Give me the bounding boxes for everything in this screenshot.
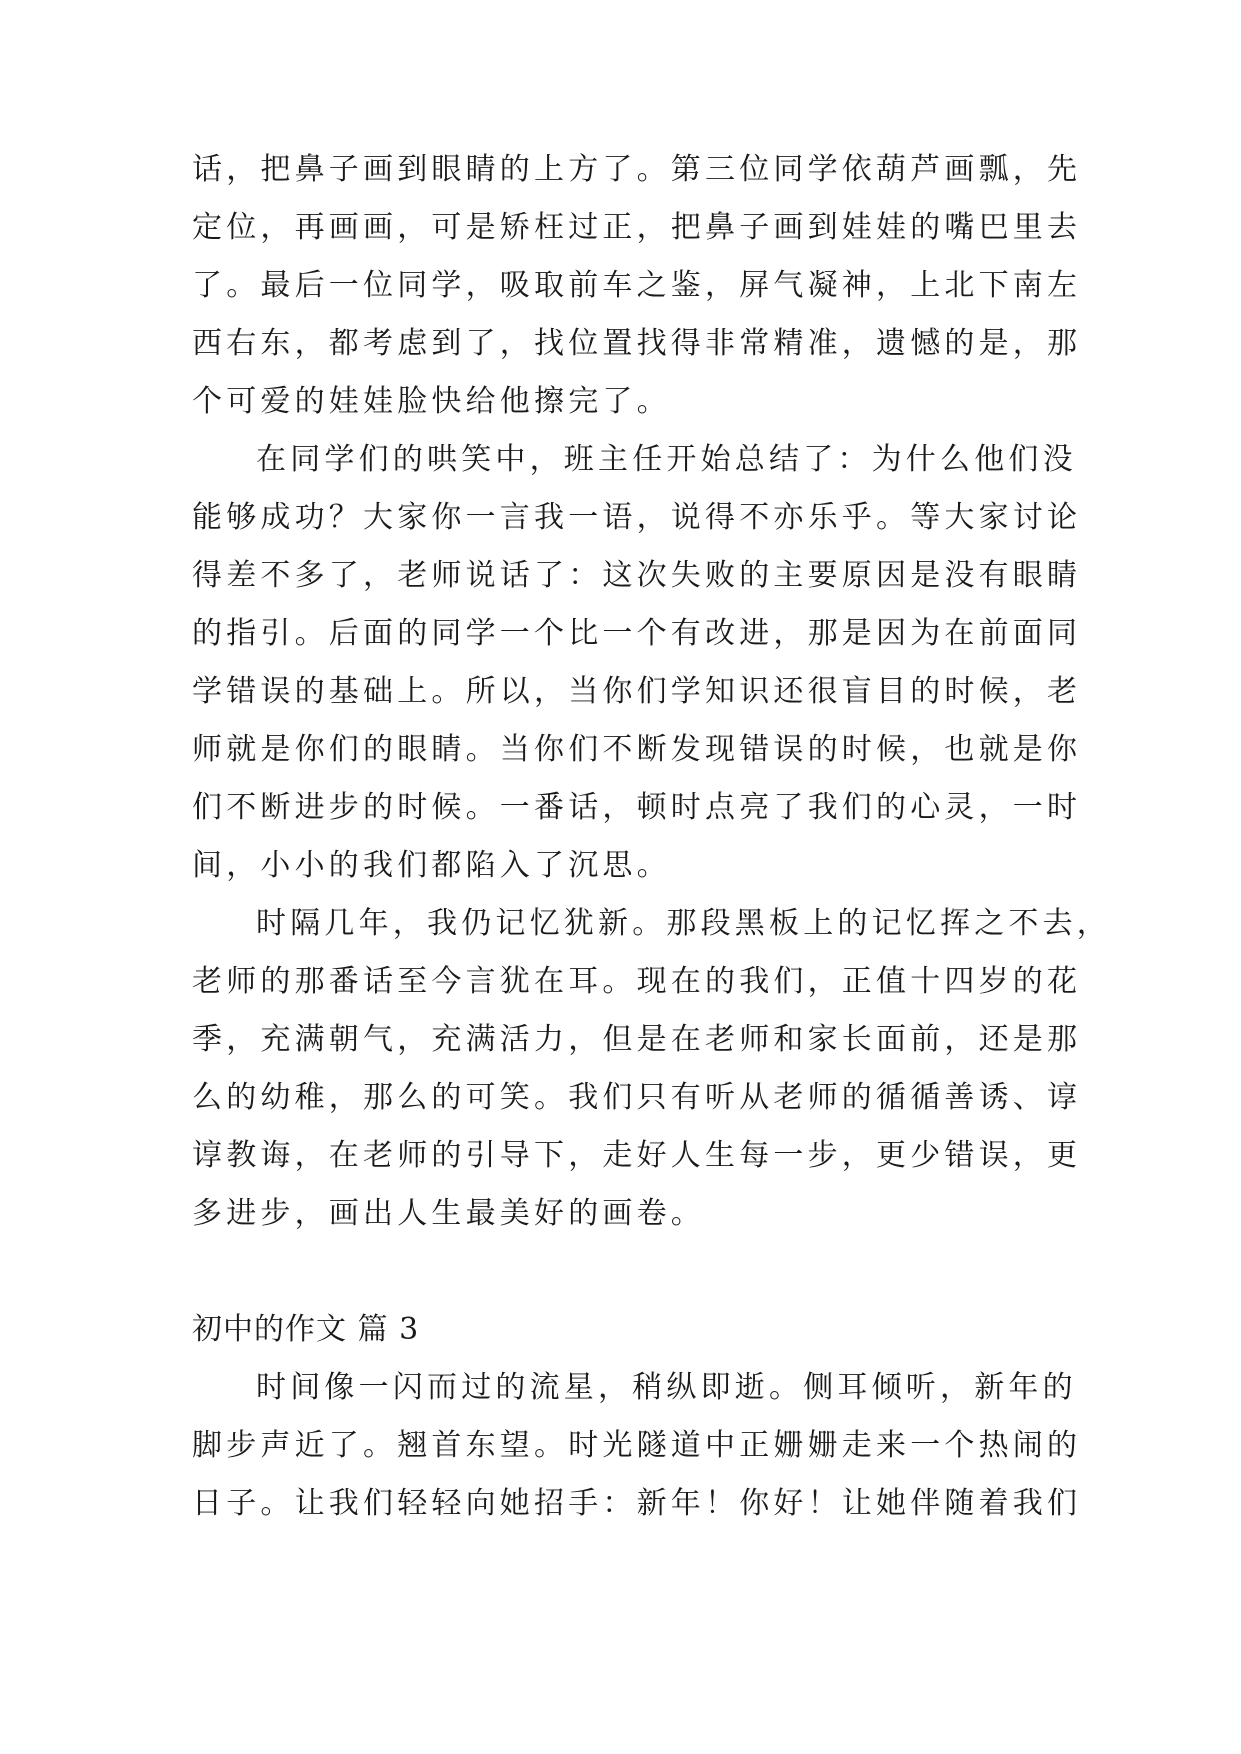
text-line: 时隔几年，我仍记忆犹新。那段黑板上的记忆挥之不去，	[256, 906, 1111, 941]
text-line: 在同学们的哄笑中，班主任开始总结了：为什么他们没	[256, 442, 1077, 477]
text-line: 谆教诲，在老师的引导下，走好人生每一步，更少错误，更	[192, 1138, 1082, 1173]
text-line: 得差不多了，老师说话了：这次失败的主要原因是没有眼睛	[192, 558, 1082, 593]
text-line: 学错误的基础上。所以，当你们学知识还很盲目的时候，老	[192, 674, 1082, 709]
text-line: 话，把鼻子画到眼睛的上方了。第三位同学依葫芦画瓢，先	[192, 152, 1082, 187]
text-line: 间，小小的我们都陷入了沉思。	[192, 848, 671, 883]
text-line: 师就是你们的眼睛。当你们不断发现错误的时候，也就是你	[192, 732, 1082, 767]
text-line: 个可爱的娃娃脸快给他擦完了。	[192, 384, 671, 419]
text-line: 了。最后一位同学，吸取前车之鉴，屏气凝神，上北下南左	[192, 268, 1082, 303]
text-line: 多进步，画出人生最美好的画卷。	[192, 1196, 705, 1231]
text-line: 时间像一闪而过的流星，稍纵即逝。侧耳倾听，新年的	[256, 1370, 1077, 1405]
text-line: 脚步声近了。翘首东望。时光隧道中正姗姗走来一个热闹的	[192, 1428, 1082, 1463]
section-heading: 初中的作文 篇 3	[192, 1312, 420, 1347]
text-line: 能够成功？大家你一言我一语，说得不亦乐乎。等大家讨论	[192, 500, 1082, 535]
text-line: 日子。让我们轻轻向她招手：新年！你好！让她伴随着我们	[192, 1486, 1082, 1521]
text-line: 老师的那番话至今言犹在耳。现在的我们，正值十四岁的花	[192, 964, 1082, 999]
text-line: 西右东，都考虑到了，找位置找得非常精准，遗憾的是，那	[192, 326, 1082, 361]
text-line: 么的幼稚，那么的可笑。我们只有听从老师的循循善诱、谆	[192, 1080, 1082, 1115]
text-line: 定位，再画画，可是矫枉过正，把鼻子画到娃娃的嘴巴里去	[192, 210, 1082, 245]
text-line: 的指引。后面的同学一个比一个有改进，那是因为在前面同	[192, 616, 1082, 651]
text-line: 季，充满朝气，充满活力，但是在老师和家长面前，还是那	[192, 1022, 1082, 1057]
text-line: 们不断进步的时候。一番话，顿时点亮了我们的心灵，一时	[192, 790, 1082, 825]
